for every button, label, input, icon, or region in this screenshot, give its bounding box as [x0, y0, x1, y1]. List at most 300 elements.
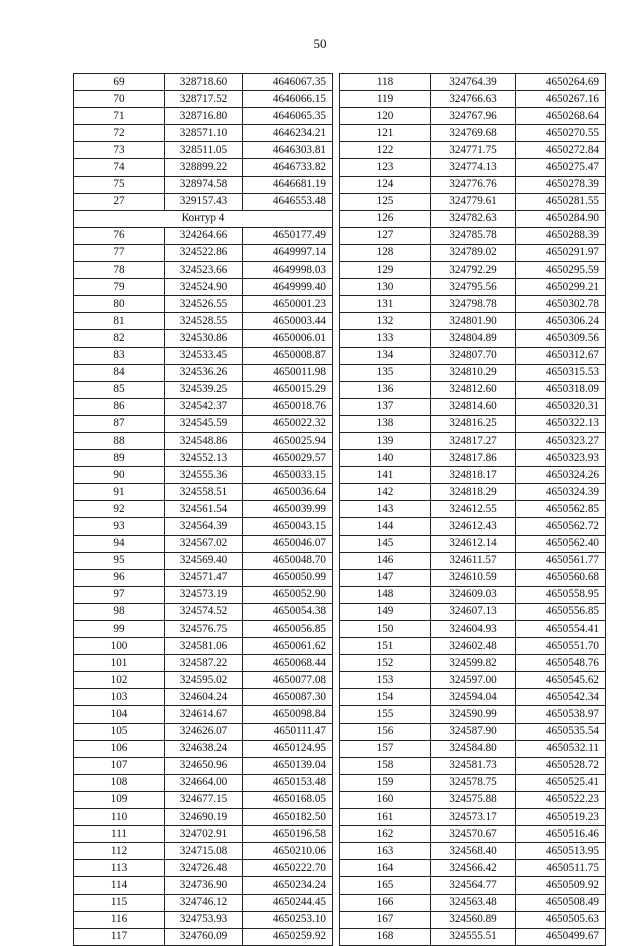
y-coordinate-cell: 4650324.39	[516, 484, 606, 501]
y-coordinate-cell: 4650050.99	[243, 569, 333, 586]
point-number-cell: 91	[74, 484, 165, 501]
point-number-cell: 107	[74, 757, 165, 774]
table-row	[74, 74, 333, 91]
table-row	[74, 757, 333, 774]
table-row	[340, 655, 606, 672]
table-row	[74, 928, 333, 945]
y-coordinate-cell: 4650011.98	[243, 364, 333, 381]
point-number-cell: 127	[340, 227, 431, 244]
x-coordinate-cell: 324571.47	[165, 569, 243, 586]
table-row	[340, 176, 606, 193]
y-coordinate-cell: 4650275.47	[516, 159, 606, 176]
y-coordinate-cell: 4650033.15	[243, 467, 333, 484]
point-number-cell: 137	[340, 398, 431, 415]
y-coordinate-cell: 4650029.57	[243, 450, 333, 467]
point-number-cell: 159	[340, 774, 431, 791]
table-row	[74, 484, 333, 501]
x-coordinate-cell: 324602.48	[431, 638, 516, 655]
y-coordinate-cell: 4650048.70	[243, 552, 333, 569]
y-coordinate-cell: 4650267.16	[516, 91, 606, 108]
point-number-cell: 80	[74, 296, 165, 313]
y-coordinate-cell: 4650022.32	[243, 415, 333, 432]
point-number-cell: 112	[74, 843, 165, 860]
point-number-cell: 164	[340, 860, 431, 877]
table-row	[74, 723, 333, 740]
table-row	[74, 535, 333, 552]
point-number-cell: 123	[340, 159, 431, 176]
point-number-cell: 150	[340, 621, 431, 638]
point-number-cell: 145	[340, 535, 431, 552]
y-coordinate-cell: 4650302.78	[516, 296, 606, 313]
x-coordinate-cell: 324818.17	[431, 467, 516, 484]
x-coordinate-cell: 324576.75	[165, 621, 243, 638]
y-coordinate-cell: 4650052.90	[243, 586, 333, 603]
table-row	[340, 501, 606, 518]
point-number-cell: 86	[74, 398, 165, 415]
point-number-cell: 121	[340, 125, 431, 142]
point-number-cell: 71	[74, 108, 165, 125]
table-row	[74, 894, 333, 911]
x-coordinate-cell: 324545.59	[165, 415, 243, 432]
table-row	[340, 159, 606, 176]
coordinates-table-left-body	[74, 74, 333, 946]
y-coordinate-cell: 4650068.44	[243, 655, 333, 672]
coordinates-table-right	[339, 73, 606, 946]
table-row	[340, 381, 606, 398]
point-number-cell: 154	[340, 689, 431, 706]
table-row	[74, 313, 333, 330]
table-row	[340, 91, 606, 108]
x-coordinate-cell: 324573.17	[431, 809, 516, 826]
point-number-cell: 125	[340, 193, 431, 210]
point-number-cell: 140	[340, 450, 431, 467]
point-number-cell: 158	[340, 757, 431, 774]
point-number-cell: 94	[74, 535, 165, 552]
point-number-cell: 78	[74, 262, 165, 279]
x-coordinate-cell: 324638.24	[165, 740, 243, 757]
table-row	[74, 860, 333, 877]
point-number-cell: 141	[340, 467, 431, 484]
x-coordinate-cell: 324597.00	[431, 672, 516, 689]
x-coordinate-cell: 324760.09	[165, 928, 243, 945]
y-coordinate-cell: 4650111.47	[243, 723, 333, 740]
table-row	[340, 706, 606, 723]
table-row	[74, 347, 333, 364]
point-number-cell: 84	[74, 364, 165, 381]
y-coordinate-cell: 4650268.64	[516, 108, 606, 125]
point-number-cell: 108	[74, 774, 165, 791]
x-coordinate-cell: 324555.36	[165, 467, 243, 484]
x-coordinate-cell: 324599.82	[431, 655, 516, 672]
table-row	[74, 176, 333, 193]
table-row	[340, 826, 606, 843]
table-row	[340, 911, 606, 928]
point-number-cell: 95	[74, 552, 165, 569]
point-number-cell: 148	[340, 586, 431, 603]
x-coordinate-cell: 324812.60	[431, 381, 516, 398]
x-coordinate-cell: 324528.55	[165, 313, 243, 330]
point-number-cell: 167	[340, 911, 431, 928]
y-coordinate-cell: 4650560.68	[516, 569, 606, 586]
point-number-cell: 99	[74, 621, 165, 638]
table-row	[340, 296, 606, 313]
y-coordinate-cell: 4650001.23	[243, 296, 333, 313]
y-coordinate-cell: 4650561.77	[516, 552, 606, 569]
table-row	[74, 501, 333, 518]
x-coordinate-cell: 324539.25	[165, 381, 243, 398]
x-coordinate-cell: 324789.02	[431, 244, 516, 261]
x-coordinate-cell: 324702.91	[165, 826, 243, 843]
x-coordinate-cell: 324607.13	[431, 603, 516, 620]
x-coordinate-cell: 324560.89	[431, 911, 516, 928]
y-coordinate-cell: 4650522.23	[516, 791, 606, 808]
table-row	[340, 809, 606, 826]
table-row	[340, 552, 606, 569]
table-row	[340, 860, 606, 877]
point-number-cell: 73	[74, 142, 165, 159]
y-coordinate-cell: 4650513.95	[516, 843, 606, 860]
table-row	[74, 689, 333, 706]
x-coordinate-cell: 324575.88	[431, 791, 516, 808]
x-coordinate-cell: 324612.14	[431, 535, 516, 552]
y-coordinate-cell: 4650516.46	[516, 826, 606, 843]
y-coordinate-cell: 4650054.38	[243, 603, 333, 620]
point-number-cell: 138	[340, 415, 431, 432]
table-row	[340, 313, 606, 330]
x-coordinate-cell: 328974.58	[165, 176, 243, 193]
y-coordinate-cell: 4649999.40	[243, 279, 333, 296]
table-row	[340, 432, 606, 449]
x-coordinate-cell: 324570.67	[431, 826, 516, 843]
table-row	[340, 262, 606, 279]
point-number-cell: 160	[340, 791, 431, 808]
x-coordinate-cell: 324548.86	[165, 432, 243, 449]
table-row	[340, 791, 606, 808]
y-coordinate-cell: 4650538.97	[516, 706, 606, 723]
y-coordinate-cell: 4650098.84	[243, 706, 333, 723]
table-row	[340, 193, 606, 210]
x-coordinate-cell: 324810.29	[431, 364, 516, 381]
y-coordinate-cell: 4650018.76	[243, 398, 333, 415]
y-coordinate-cell: 4650139.04	[243, 757, 333, 774]
point-number-cell: 89	[74, 450, 165, 467]
y-coordinate-cell: 4650003.44	[243, 313, 333, 330]
x-coordinate-cell: 324536.26	[165, 364, 243, 381]
point-number-cell: 162	[340, 826, 431, 843]
x-coordinate-cell: 324564.77	[431, 877, 516, 894]
point-number-cell: 114	[74, 877, 165, 894]
y-coordinate-cell: 4650006.01	[243, 330, 333, 347]
x-coordinate-cell: 324526.55	[165, 296, 243, 313]
x-coordinate-cell: 324604.93	[431, 621, 516, 638]
y-coordinate-cell: 4650244.45	[243, 894, 333, 911]
table-row	[340, 398, 606, 415]
y-coordinate-cell: 4646303.81	[243, 142, 333, 159]
y-coordinate-cell: 4646234.21	[243, 125, 333, 142]
x-coordinate-cell: 324542.37	[165, 398, 243, 415]
point-number-cell: 82	[74, 330, 165, 347]
table-row	[74, 159, 333, 176]
x-coordinate-cell: 324564.39	[165, 518, 243, 535]
y-coordinate-cell: 4650264.69	[516, 74, 606, 91]
table-row	[340, 740, 606, 757]
x-coordinate-cell: 324769.68	[431, 125, 516, 142]
y-coordinate-cell: 4650519.23	[516, 809, 606, 826]
x-coordinate-cell: 324569.40	[165, 552, 243, 569]
x-coordinate-cell: 324604.24	[165, 689, 243, 706]
x-coordinate-cell: 324650.96	[165, 757, 243, 774]
point-number-cell: 27	[74, 193, 165, 210]
table-row	[340, 689, 606, 706]
table-row	[74, 826, 333, 843]
point-number-cell: 161	[340, 809, 431, 826]
y-coordinate-cell: 4646066.15	[243, 91, 333, 108]
point-number-cell: 87	[74, 415, 165, 432]
point-number-cell: 132	[340, 313, 431, 330]
x-coordinate-cell: 324561.54	[165, 501, 243, 518]
point-number-cell: 131	[340, 296, 431, 313]
point-number-cell: 77	[74, 244, 165, 261]
y-coordinate-cell: 4650153.48	[243, 774, 333, 791]
y-coordinate-cell: 4650545.62	[516, 672, 606, 689]
y-coordinate-cell: 4650077.08	[243, 672, 333, 689]
y-coordinate-cell: 4650284.90	[516, 210, 606, 227]
x-coordinate-cell: 324611.57	[431, 552, 516, 569]
table-row	[74, 638, 333, 655]
x-coordinate-cell: 328717.52	[165, 91, 243, 108]
point-number-cell: 106	[74, 740, 165, 757]
table-row	[340, 450, 606, 467]
y-coordinate-cell: 4650025.94	[243, 432, 333, 449]
y-coordinate-cell: 4650288.39	[516, 227, 606, 244]
y-coordinate-cell: 4650312.67	[516, 347, 606, 364]
table-row	[74, 125, 333, 142]
y-coordinate-cell: 4650177.49	[243, 227, 333, 244]
y-coordinate-cell: 4650509.92	[516, 877, 606, 894]
table-row	[340, 877, 606, 894]
table-row	[74, 142, 333, 159]
y-coordinate-cell: 4650168.05	[243, 791, 333, 808]
point-number-cell: 96	[74, 569, 165, 586]
x-coordinate-cell: 324581.06	[165, 638, 243, 655]
table-row	[74, 809, 333, 826]
y-coordinate-cell: 4650324.26	[516, 467, 606, 484]
x-coordinate-cell: 324715.08	[165, 843, 243, 860]
point-number-cell: 130	[340, 279, 431, 296]
table-row	[340, 672, 606, 689]
x-coordinate-cell: 324523.66	[165, 262, 243, 279]
x-coordinate-cell: 324626.07	[165, 723, 243, 740]
point-number-cell: 115	[74, 894, 165, 911]
y-coordinate-cell: 4650299.21	[516, 279, 606, 296]
x-coordinate-cell: 324664.00	[165, 774, 243, 791]
x-coordinate-cell: 328716.80	[165, 108, 243, 125]
point-number-cell: 139	[340, 432, 431, 449]
x-coordinate-cell: 324814.60	[431, 398, 516, 415]
x-coordinate-cell: 324767.96	[431, 108, 516, 125]
point-number-cell: 102	[74, 672, 165, 689]
y-coordinate-cell: 4650551.70	[516, 638, 606, 655]
x-coordinate-cell: 324792.29	[431, 262, 516, 279]
table-row	[74, 296, 333, 313]
table-row	[74, 330, 333, 347]
x-coordinate-cell: 324566.42	[431, 860, 516, 877]
x-coordinate-cell: 324567.02	[165, 535, 243, 552]
y-coordinate-cell: 4650511.75	[516, 860, 606, 877]
y-coordinate-cell: 4650222.70	[243, 860, 333, 877]
table-row	[74, 415, 333, 432]
point-number-cell: 156	[340, 723, 431, 740]
table-row	[74, 91, 333, 108]
x-coordinate-cell: 324573.19	[165, 586, 243, 603]
x-coordinate-cell: 324555.51	[431, 928, 516, 945]
point-number-cell: 124	[340, 176, 431, 193]
point-number-cell: 97	[74, 586, 165, 603]
y-coordinate-cell: 4650036.64	[243, 484, 333, 501]
table-row	[74, 227, 333, 244]
point-number-cell: 157	[340, 740, 431, 757]
table-row	[340, 894, 606, 911]
y-coordinate-cell: 4650210.06	[243, 843, 333, 860]
x-coordinate-cell: 329157.43	[165, 193, 243, 210]
table-row	[74, 364, 333, 381]
y-coordinate-cell: 4650281.55	[516, 193, 606, 210]
point-number-cell: 100	[74, 638, 165, 655]
y-coordinate-cell: 4650270.55	[516, 125, 606, 142]
point-number-cell: 133	[340, 330, 431, 347]
x-coordinate-cell: 324771.75	[431, 142, 516, 159]
x-coordinate-cell: 324552.13	[165, 450, 243, 467]
point-number-cell: 111	[74, 826, 165, 843]
table-row	[340, 535, 606, 552]
point-number-cell: 90	[74, 467, 165, 484]
x-coordinate-cell: 328718.60	[165, 74, 243, 91]
y-coordinate-cell: 4646733.82	[243, 159, 333, 176]
x-coordinate-cell: 324533.45	[165, 347, 243, 364]
x-coordinate-cell: 324609.03	[431, 586, 516, 603]
x-coordinate-cell: 324584.80	[431, 740, 516, 757]
y-coordinate-cell: 4650306.24	[516, 313, 606, 330]
table-row	[74, 740, 333, 757]
table-row	[74, 877, 333, 894]
x-coordinate-cell: 324746.12	[165, 894, 243, 911]
table-row	[340, 928, 606, 945]
x-coordinate-cell: 324795.56	[431, 279, 516, 296]
point-number-cell: 72	[74, 125, 165, 142]
table-row	[74, 518, 333, 535]
point-number-cell: 98	[74, 603, 165, 620]
y-coordinate-cell: 4650322.13	[516, 415, 606, 432]
x-coordinate-cell: 324594.04	[431, 689, 516, 706]
point-number-cell: 135	[340, 364, 431, 381]
y-coordinate-cell: 4650008.87	[243, 347, 333, 364]
y-coordinate-cell: 4650558.95	[516, 586, 606, 603]
point-number-cell: 119	[340, 91, 431, 108]
table-row	[74, 398, 333, 415]
x-coordinate-cell: 324782.63	[431, 210, 516, 227]
point-number-cell: 85	[74, 381, 165, 398]
table-row	[74, 467, 333, 484]
table-row	[74, 108, 333, 125]
table-row	[340, 330, 606, 347]
y-coordinate-cell: 4650548.76	[516, 655, 606, 672]
point-number-cell: 120	[340, 108, 431, 125]
table-row	[340, 586, 606, 603]
point-number-cell: 134	[340, 347, 431, 364]
x-coordinate-cell: 324612.43	[431, 518, 516, 535]
table-row	[340, 774, 606, 791]
x-coordinate-cell: 324690.19	[165, 809, 243, 826]
x-coordinate-cell: 324587.90	[431, 723, 516, 740]
point-number-cell: 128	[340, 244, 431, 261]
table-row	[340, 347, 606, 364]
table-row	[340, 843, 606, 860]
y-coordinate-cell: 4650323.27	[516, 432, 606, 449]
x-coordinate-cell: 324807.70	[431, 347, 516, 364]
y-coordinate-cell: 4649997.14	[243, 244, 333, 261]
table-row	[74, 843, 333, 860]
y-coordinate-cell: 4650556.85	[516, 603, 606, 620]
y-coordinate-cell: 4650562.40	[516, 535, 606, 552]
y-coordinate-cell: 4650528.72	[516, 757, 606, 774]
y-coordinate-cell: 4650535.54	[516, 723, 606, 740]
y-coordinate-cell: 4650039.99	[243, 501, 333, 518]
x-coordinate-cell: 324524.90	[165, 279, 243, 296]
table-row	[340, 108, 606, 125]
point-number-cell: 117	[74, 928, 165, 945]
table-row	[74, 193, 333, 210]
table-row	[74, 450, 333, 467]
table-row	[74, 279, 333, 296]
table-row	[74, 672, 333, 689]
point-number-cell: 104	[74, 706, 165, 723]
y-coordinate-cell: 4650315.53	[516, 364, 606, 381]
table-row	[340, 467, 606, 484]
y-coordinate-cell: 4650278.39	[516, 176, 606, 193]
x-coordinate-cell: 328511.05	[165, 142, 243, 159]
point-number-cell: 103	[74, 689, 165, 706]
table-row	[340, 279, 606, 296]
y-coordinate-cell: 4650554.41	[516, 621, 606, 638]
point-number-cell: 93	[74, 518, 165, 535]
x-coordinate-cell: 324578.75	[431, 774, 516, 791]
table-row	[340, 621, 606, 638]
point-number-cell: 168	[340, 928, 431, 945]
point-number-cell: 105	[74, 723, 165, 740]
point-number-cell: 79	[74, 279, 165, 296]
table-row	[340, 518, 606, 535]
y-coordinate-cell: 4650309.56	[516, 330, 606, 347]
point-number-cell: 147	[340, 569, 431, 586]
y-coordinate-cell: 4650259.92	[243, 928, 333, 945]
point-number-cell: 153	[340, 672, 431, 689]
table-row	[340, 757, 606, 774]
y-coordinate-cell: 4646553.48	[243, 193, 333, 210]
x-coordinate-cell: 324677.15	[165, 791, 243, 808]
table-row	[74, 603, 333, 620]
table-row	[340, 364, 606, 381]
y-coordinate-cell: 4649998.03	[243, 262, 333, 279]
x-coordinate-cell: 328571.10	[165, 125, 243, 142]
y-coordinate-cell: 4650124.95	[243, 740, 333, 757]
point-number-cell: 155	[340, 706, 431, 723]
y-coordinate-cell: 4650499.67	[516, 928, 606, 945]
point-number-cell: 83	[74, 347, 165, 364]
table-row	[74, 432, 333, 449]
x-coordinate-cell: 324595.02	[165, 672, 243, 689]
coordinates-table-left	[73, 73, 333, 946]
x-coordinate-cell: 324563.48	[431, 894, 516, 911]
